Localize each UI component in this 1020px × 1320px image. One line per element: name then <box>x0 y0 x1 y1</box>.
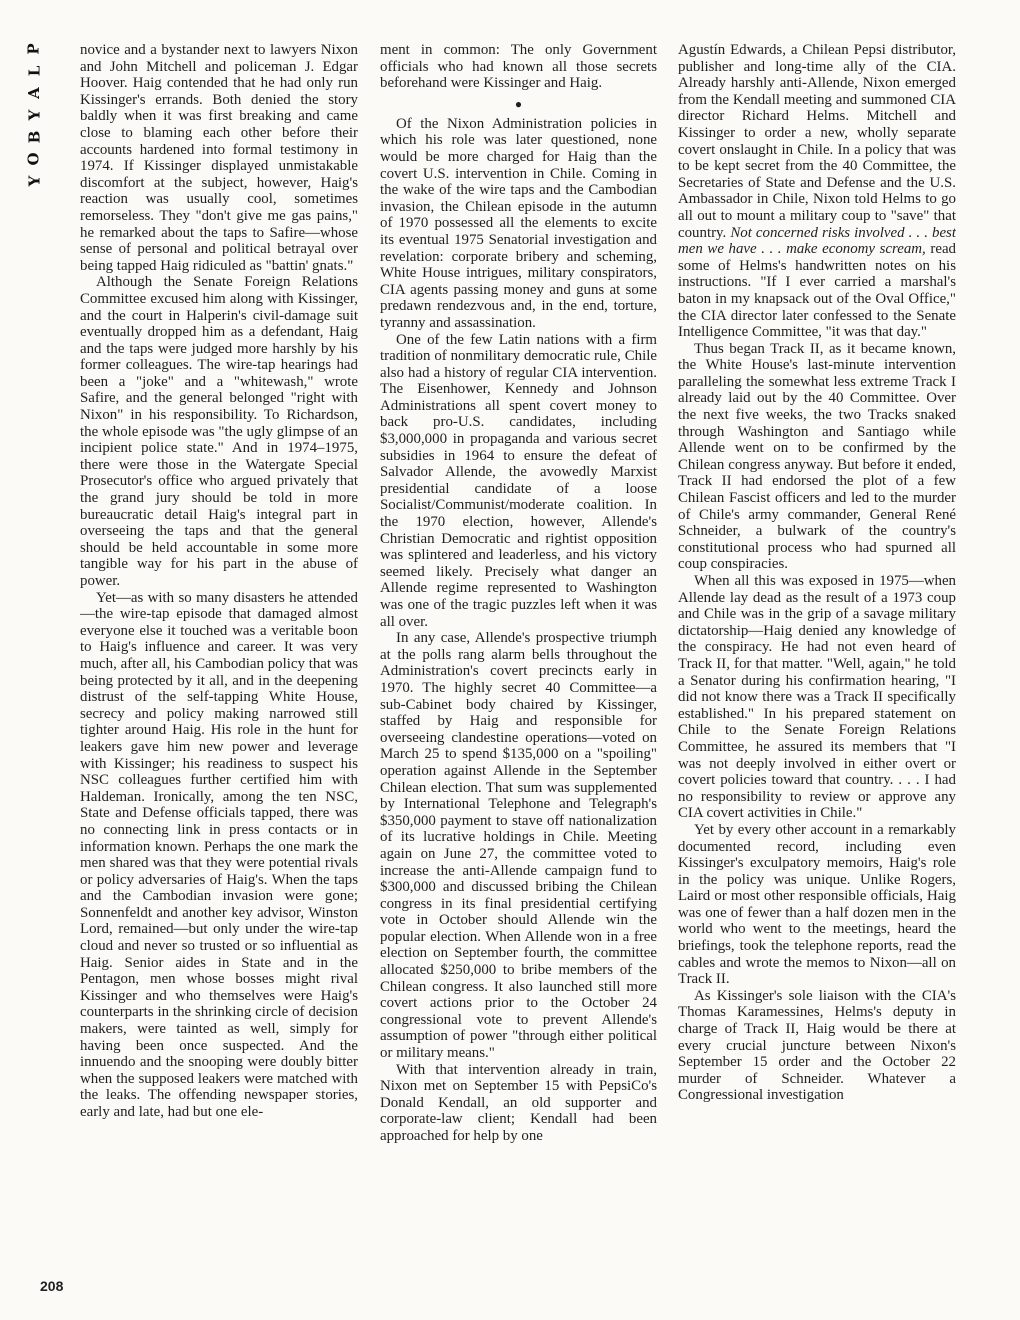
masthead-letter: L <box>24 65 43 77</box>
masthead-letter: P <box>25 43 43 55</box>
masthead-letter: Y <box>25 109 43 121</box>
article-column-3 <box>678 42 956 1302</box>
paragraph: With that intervention already in train, Nixon met on September 15 with PepsiCo's Donald Kendall, an old supporter and corporate-law client; Kendall had been approached for help by one <box>380 1061 657 1144</box>
masthead-letter: Y <box>25 175 43 187</box>
magazine-masthead <box>23 40 45 190</box>
paragraph: Yet—as with so many disasters he attended—the wire-tap episode that damaged almost everyone else it touched was a veritable boon to Haig's influence and career. It was very much, after all, his Cambodian policy that was being protected by it all, and in the deepening distrust of the self-tapping White House, secrecy and policy making narrowed still tighter around Haig. His role in the hunt for leakers gave him new power and leverage with Kissinger; his readiness to suspect his NSC colleagues further certified him with Haldeman. Ironically, among the ten NSC, State and Defense officials tapped, there was no connecting link in press contacts or in information known. Perhaps the one mark the men shared was that they were potential rivals or policy adversaries of Haig's. When the taps and the Cambodian invasion were gone; Sonnenfeldt and another key advisor, Winston Lord, remained—but only under the wire-tap cloud and never so trusted or so influential as Haig. Senior aides in State and in the Pentagon, men whose bosses might rival Kissinger and who themselves were Haig's counterparts in the shrinking circle of decision makers, were tainted as well, simply for having been once suspected. And the innuendo and the snooping were doubly bitter when the supposed leakers were matched with the leaks. The offending newspaper stories, early and late, had but one ele- <box>80 589 358 1120</box>
article-column-1 <box>80 42 358 1302</box>
paragraph: One of the few Latin nations with a firm tradition of nonmilitary democratic rule, Chile also had a history of regular CIA intervention. The Eisenhower, Kennedy and Johnson Administrations all spent covert money to back pro-U.S. candidates, including $3,000,000 in propaganda and various secret subsidies in 1964 to ensure the defeat of Salvador Allende, the avowedly Marxist presidential candidate of a loose Socialist/Communist/moderate coalition. In the 1970 election, however, Allende's Christian Democratic and rightist opposition was splintered and leaderless, and his victory seemed likely. Precisely what danger an Allende regime represented to Washington was one of the tragic puzzles left when it was all over. <box>380 331 657 630</box>
article-column-2 <box>380 42 657 1302</box>
paragraph: novice and a bystander next to lawyers Nixon and John Mitchell and policeman J. Edgar Hoover. Haig contended that he had only run Kissinger's errands. Both denied the story baldly when it was first breaking and came close to blaming each other before their accounts hardened into formal testimony in 1974. If Kissinger displayed unmistakable discomfort at the subject, however, Haig's reaction was usually cool, sometimes remorseless. They "don't give me gas pains," he remarked about the taps to Safire—whose sense of personal and political betrayal over being tapped Haig ridiculed as "battin' gnats." <box>80 42 358 274</box>
quoted-notes-italic: Not concerned risks involved . . . best men we have . . . make economy scream, <box>678 224 956 258</box>
masthead-letter: A <box>24 87 43 99</box>
masthead-letter: B <box>25 130 43 144</box>
page-number: 208 <box>40 1278 64 1294</box>
paragraph: ment in common: The only Government officials who had known all those secrets beforehand were Kissinger and Haig. <box>380 42 657 92</box>
paragraph: Of the Nixon Administration policies in which his role was later questioned, none would be more charged for Haig than the covert U.S. intervention in Chile. Coming in the wake of the wire taps and the Cambodian invasion, the Chilean episode in the autumn of 1970 possessed all the elements to excite its eventual 1975 Senatorial investigation and revelation: corporate bribery and scheming, White House intrigues, military conspirators, CIA agents passing money and guns at some predawn rendezvous and, in the end, torture, tyranny and assassination. <box>380 115 657 331</box>
paragraph: When all this was exposed in 1975—when Allende lay dead as the result of a 1973 coup and Chile was in the grip of a savage military dictatorship—Haig denied any knowledge of the conspiracy. He had not even heard of Track II, for that matter. "Well, again," he told a Senator during his confirmation hearing, "I did not know there was a Track II specifically established." In his prepared statement on Chile to the Senate Foreign Relations Committee, he assured its members that "I was not deeply involved in either overt or covert policies toward that country. . . . I had no responsibility to review or approve any CIA covert activities in Chile." <box>678 573 956 822</box>
paragraph: Thus began Track II, as it became known, the White House's last-minute intervention paralleling the somewhat less extreme Track I already laid out by the 40 Committee. Over the next five weeks, the two Tracks snaked through Washington and Santiago while Allende went on to be confirmed by the Chilean congress anyway. But before it ended, Track II had endorsed the plot of a few Chilean Fascist officers and led to the murder of Chile's army commander, General René Schneider, a bulwark of the country's constitutional process who had spurned all coup conspiracies. <box>678 340 956 573</box>
paragraph: Yet by every other account in a remarkably documented record, including even Kissinger's exculpatory memoirs, Haig's role in the policy was unique. Unlike Rogers, Laird or most other responsible officials, Haig was one of fewer than a half dozen men in the world who went to the meetings, heard the briefings, took the telephone reports, read the cables and wrote the memos to Nixon—all on Track II. <box>678 821 956 988</box>
paragraph: Although the Senate Foreign Relations Committee excused him along with Kissinger, and the court in Halperin's civil-damage suit eventually dropped him as a defendant, Haig and the taps were judged more harshly by his former colleagues. The wire-tap hearings had been a "joke" and a "whitewash," wrote Safire, and the general belonged "right with Nixon" in his responsibility. To Richardson, the whole episode was "the ugly glimpse of an incipient police state." And in 1974–1975, there were those in the Watergate Special Prosecutor's office who argued privately that the grand jury should be told in more bureaucratic detail Haig's integral part in overseeing the taps and that the general should be held accountable in some more tangible way for his part in the abuse of power. <box>80 274 358 589</box>
paragraph-text: read some of Helms's handwritten notes on his instructions. "If I ever carried a marshal's baton in my knapsack out of the Oval Office," the CIA director later confessed to the Senate Intelligence Committee, "it was that day." <box>678 241 956 341</box>
paragraph: As Kissinger's sole liaison with the CIA's Thomas Karamessines, Helms's deputy in charge of Track II, Haig would be there at every crucial juncture between Nixon's September 15 order and the October 22 murder of Schneider. Whatever a Congressional investigation <box>678 987 956 1104</box>
paragraph: In any case, Allende's prospective triumph at the polls rang alarm bells throughout the Administration's covert precincts early in 1970. The highly secret 40 Committee—a sub-Cabinet body chaired by Kissinger, staffed by Haig and responsible for overseeing clandestine operations—voted on March 25 to spend $135,000 on a "spoiling" operation against Allende in the September Chilean election. That sum was supplemented by International Telephone and Telegraph's $350,000 payment to stave off nationalization of its lucrative holdings in Chile. Meeting again on June 27, the committee voted to increase the anti-Allende campaign fund to $300,000 and discussed bribing the Chilean congress in its final presidential certifying vote in October should Allende win the popular election. When Allende won in a free election on September fourth, the committee allocated $250,000 to bribe members of the Chilean congress. It also launched still more covert actions prior to the October 24 congressional vote to prevent Allende's assumption of power "through either political or military means." <box>380 630 657 1062</box>
section-divider-bullet: ● <box>514 96 523 111</box>
masthead-letter: O <box>24 152 43 166</box>
paragraph-text: Agustín Edwards, a Chilean Pepsi distributor, publisher and long-time ally of the CIA. Already harshly anti-Allende, Nixon emerged from the Kendall meeting and summoned CIA director Richard Helms. Mitchell and Kissinger to order a new, wholly separate covert onslaught in Chile. In a policy that was to be kept secret from the 40 Committee, the Secretaries of State and Defense and the U.S. Ambassador in Chile, Nixon told Helms to go all out to mount a military coup to "save" that country. <box>678 42 956 241</box>
paragraph <box>678 42 956 341</box>
